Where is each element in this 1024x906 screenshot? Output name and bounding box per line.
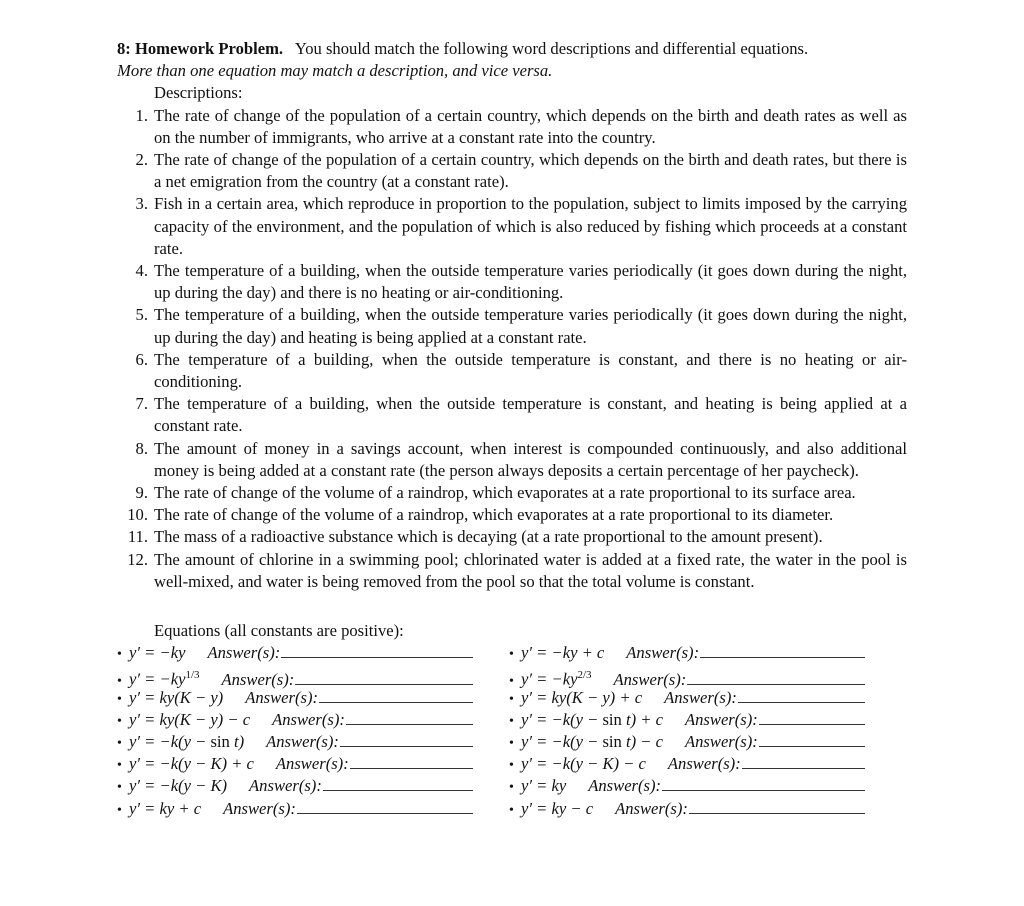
answer-label: Answer(s): — [223, 798, 296, 818]
equation-math — [129, 642, 185, 664]
answer-blank-field[interactable] — [297, 799, 473, 814]
problem-note: More than one equation may match a description, and vice versa. — [117, 61, 553, 81]
equation-row — [509, 798, 901, 820]
equation-lhs: y′ = — [521, 798, 552, 818]
description-number: 8. — [135, 438, 148, 458]
answer-blank-field[interactable] — [759, 732, 865, 747]
equation-math — [129, 775, 227, 797]
bullet-icon: • — [509, 713, 514, 729]
equation-rhs: −k(y − K) — [159, 776, 228, 796]
equation-lhs: y′ = — [521, 643, 552, 663]
description-item — [117, 349, 907, 393]
equation-rhs: −k(y − K) − c — [551, 754, 646, 774]
equation-row — [509, 709, 901, 731]
equation-lhs: y′ = — [521, 776, 552, 796]
homework-page — [117, 38, 907, 820]
description-item — [117, 438, 907, 482]
equation-math — [521, 709, 663, 731]
bullet-icon: • — [509, 691, 514, 707]
answer-blank-field[interactable] — [323, 776, 473, 791]
answer-blank-field[interactable] — [350, 754, 473, 769]
description-item — [117, 482, 907, 504]
equation-rhs: −ky — [159, 643, 186, 663]
description-text: The rate of change of the population of a certain country, which depends on the birth and death rates as well as on the number of immigrants, who arrive at a constant rate into the country. — [154, 105, 907, 147]
answer-blank-field[interactable] — [295, 670, 473, 685]
descriptions-title: Descriptions: — [154, 83, 243, 103]
description-item — [117, 549, 907, 593]
equation-rhs: ky(K − y) + c — [551, 687, 643, 707]
equation-row — [117, 709, 509, 731]
description-item — [117, 149, 907, 193]
equation-math — [521, 731, 663, 753]
equation-rhs: −k(y − sin t) + c — [551, 709, 663, 729]
answer-label: Answer(s): — [684, 732, 758, 752]
bullet-icon: • — [117, 674, 122, 689]
answer-label: Answer(s): — [245, 687, 319, 707]
description-item — [117, 504, 907, 526]
description-number: 4. — [135, 261, 148, 281]
answer-label: Answer(s): — [667, 754, 741, 774]
equation-rhs: ky − c — [551, 798, 594, 818]
equation-row — [117, 753, 509, 775]
equation-lhs: y′ = — [129, 776, 160, 796]
answer-blank-field[interactable] — [689, 799, 865, 814]
equations-title: Equations (all constants are positive): — [154, 621, 404, 641]
equation-row — [117, 775, 509, 797]
answer-label: Answer(s): — [664, 687, 737, 707]
description-text: The amount of chlorine in a swimming pool; chlorinated water is added at a fixed rate, the water in the pool is well-mixed, and water is being removed from the pool so that the total volume is constant. — [154, 549, 907, 591]
bullet-icon: • — [117, 736, 122, 752]
answer-label: Answer(s): — [615, 798, 688, 818]
equation-row — [509, 664, 901, 689]
answer-blank-field[interactable] — [319, 688, 473, 703]
equation-lhs: y′ = — [129, 709, 160, 729]
equations-right-column — [509, 642, 901, 820]
description-item — [117, 193, 907, 260]
description-number: 5. — [135, 305, 148, 325]
equation-rhs: ky + c — [159, 798, 202, 818]
equation-row — [509, 642, 901, 664]
equation-rhs: −ky — [551, 670, 578, 689]
answer-label: Answer(s): — [272, 709, 345, 729]
answer-blank-field[interactable] — [662, 776, 865, 791]
answer-blank-field[interactable] — [742, 754, 865, 769]
equation-lhs: y′ = — [129, 670, 160, 689]
bullet-icon: • — [117, 780, 122, 796]
equation-lhs: y′ = — [521, 754, 552, 774]
equation-math — [129, 687, 223, 709]
equation-math — [521, 775, 566, 797]
equations-left-column — [117, 642, 509, 820]
description-text: The temperature of a building, when the outside temperature is constant, and heating is being applied at a constant rate. — [154, 394, 907, 436]
equation-rhs: −ky + c — [551, 643, 605, 663]
equation-math — [129, 709, 250, 731]
equation-lhs: y′ = — [521, 670, 552, 689]
equation-lhs: y′ = — [521, 687, 552, 707]
equation-rhs: −ky — [159, 670, 186, 689]
equation-lhs: y′ = — [129, 687, 160, 707]
equation-row — [509, 775, 901, 797]
description-text: The temperature of a building, when the outside temperature varies periodically (it goes down during the night, up during the day) and there is no heating or air-conditioning. — [154, 261, 907, 303]
equation-rhs: ky — [551, 776, 567, 796]
equation-exponent: 2/3 — [577, 669, 592, 682]
description-item — [117, 105, 907, 149]
equation-math — [521, 687, 642, 709]
answer-label: Answer(s): — [588, 776, 662, 796]
description-text: The temperature of a building, when the outside temperature is constant, and there is no heating or air-conditioning. — [154, 349, 907, 392]
problem-label: 8: Homework Problem. — [117, 39, 284, 58]
equation-rhs: −k(y − sin t) − c — [551, 732, 663, 752]
description-item — [117, 393, 907, 437]
equation-row — [509, 731, 901, 753]
description-number: 12. — [127, 549, 148, 569]
description-item — [117, 304, 907, 348]
equation-lhs: y′ = — [129, 643, 160, 663]
problem-instruction: You should match the following word descriptions and differential equations. — [294, 39, 809, 58]
description-item — [117, 260, 907, 304]
description-number: 1. — [135, 105, 148, 125]
descriptions-list — [117, 105, 907, 593]
description-number: 3. — [135, 194, 148, 214]
description-text: The rate of change of the volume of a raindrop, which evaporates at a rate proportional to its surface area. — [154, 483, 856, 503]
bullet-icon: • — [117, 691, 122, 707]
equation-exponent: 1/3 — [185, 669, 200, 682]
bullet-icon: • — [509, 647, 514, 663]
equation-lhs: y′ = — [521, 709, 552, 729]
answer-blank-field[interactable] — [700, 643, 865, 658]
answer-blank-field[interactable] — [346, 710, 473, 725]
bullet-icon: • — [509, 780, 514, 796]
equation-row — [509, 687, 901, 709]
equation-rhs: −k(y − K) + c — [159, 754, 254, 774]
bullet-icon: • — [117, 802, 122, 818]
bullet-icon: • — [117, 758, 122, 774]
equation-lhs: y′ = — [129, 732, 160, 752]
bullet-icon: • — [117, 713, 122, 729]
description-number: 9. — [135, 483, 148, 503]
answer-label: Answer(s): — [266, 732, 339, 752]
equation-math — [521, 642, 604, 664]
equation-row — [117, 687, 509, 709]
answer-blank-field[interactable] — [340, 732, 473, 747]
equation-lhs: y′ = — [521, 732, 552, 752]
answer-blank-field[interactable] — [759, 710, 865, 725]
answer-blank-field[interactable] — [738, 688, 865, 703]
equation-math — [521, 753, 646, 775]
equation-rhs: −k(y − sin t) — [159, 732, 245, 752]
equation-row — [117, 664, 509, 689]
answer-label: Answer(s): — [221, 670, 295, 689]
description-text: The mass of a radioactive substance which is decaying (at a rate proportional to the amount present). — [154, 527, 823, 547]
description-number: 7. — [135, 394, 148, 414]
answer-label: Answer(s): — [275, 754, 349, 774]
equations-grid — [117, 642, 907, 820]
description-number: 10. — [127, 505, 148, 525]
answer-label: Answer(s): — [249, 776, 322, 796]
description-number: 2. — [135, 150, 148, 170]
equation-row — [117, 798, 509, 820]
equation-row — [117, 642, 509, 664]
answer-blank-field[interactable] — [281, 643, 473, 658]
description-text: The temperature of a building, when the outside temperature varies periodically (it goes down during the night, up during the day) and heating is being applied at a constant rate. — [154, 305, 907, 347]
description-number: 6. — [135, 349, 148, 369]
equation-row — [117, 731, 509, 753]
equation-lhs: y′ = — [129, 754, 160, 774]
equation-math — [129, 798, 201, 820]
answer-label: Answer(s): — [613, 670, 687, 689]
description-text: Fish in a certain area, which reproduce in proportion to the population, subject to limits imposed by the carrying capacity of the environment, and the population of which is also reduced by fishing which proceeds at a constant rate. — [154, 194, 907, 258]
answer-label: Answer(s): — [684, 709, 758, 729]
answer-label: Answer(s): — [207, 643, 281, 663]
description-item — [117, 526, 907, 548]
description-number: 11. — [127, 527, 148, 547]
equation-rhs: ky(K − y) — [159, 687, 224, 707]
equation-row — [509, 753, 901, 775]
description-text: The amount of money in a savings account, when interest is compounded continuously, and also additional money is being added at a constant rate (the person always deposits a certain percentage of her paycheck). — [154, 438, 907, 480]
equation-math — [521, 798, 593, 820]
answer-blank-field[interactable] — [687, 670, 865, 685]
equation-rhs: ky(K − y) − c — [159, 709, 251, 729]
bullet-icon: • — [509, 758, 514, 774]
description-text: The rate of change of the population of a certain country, which depends on the birth and death rates, but there is a net emigration from the country (at a constant rate). — [154, 150, 907, 192]
bullet-icon: • — [509, 736, 514, 752]
bullet-icon: • — [117, 647, 122, 663]
answer-label: Answer(s): — [626, 643, 700, 663]
description-text: The rate of change of the volume of a raindrop, which evaporates at a rate proportional to its diameter. — [154, 505, 834, 525]
equation-lhs: y′ = — [129, 798, 160, 818]
equation-math — [129, 753, 254, 775]
equation-math — [129, 731, 244, 753]
bullet-icon: • — [509, 802, 514, 818]
bullet-icon: • — [509, 674, 514, 689]
problem-header — [117, 38, 907, 60]
